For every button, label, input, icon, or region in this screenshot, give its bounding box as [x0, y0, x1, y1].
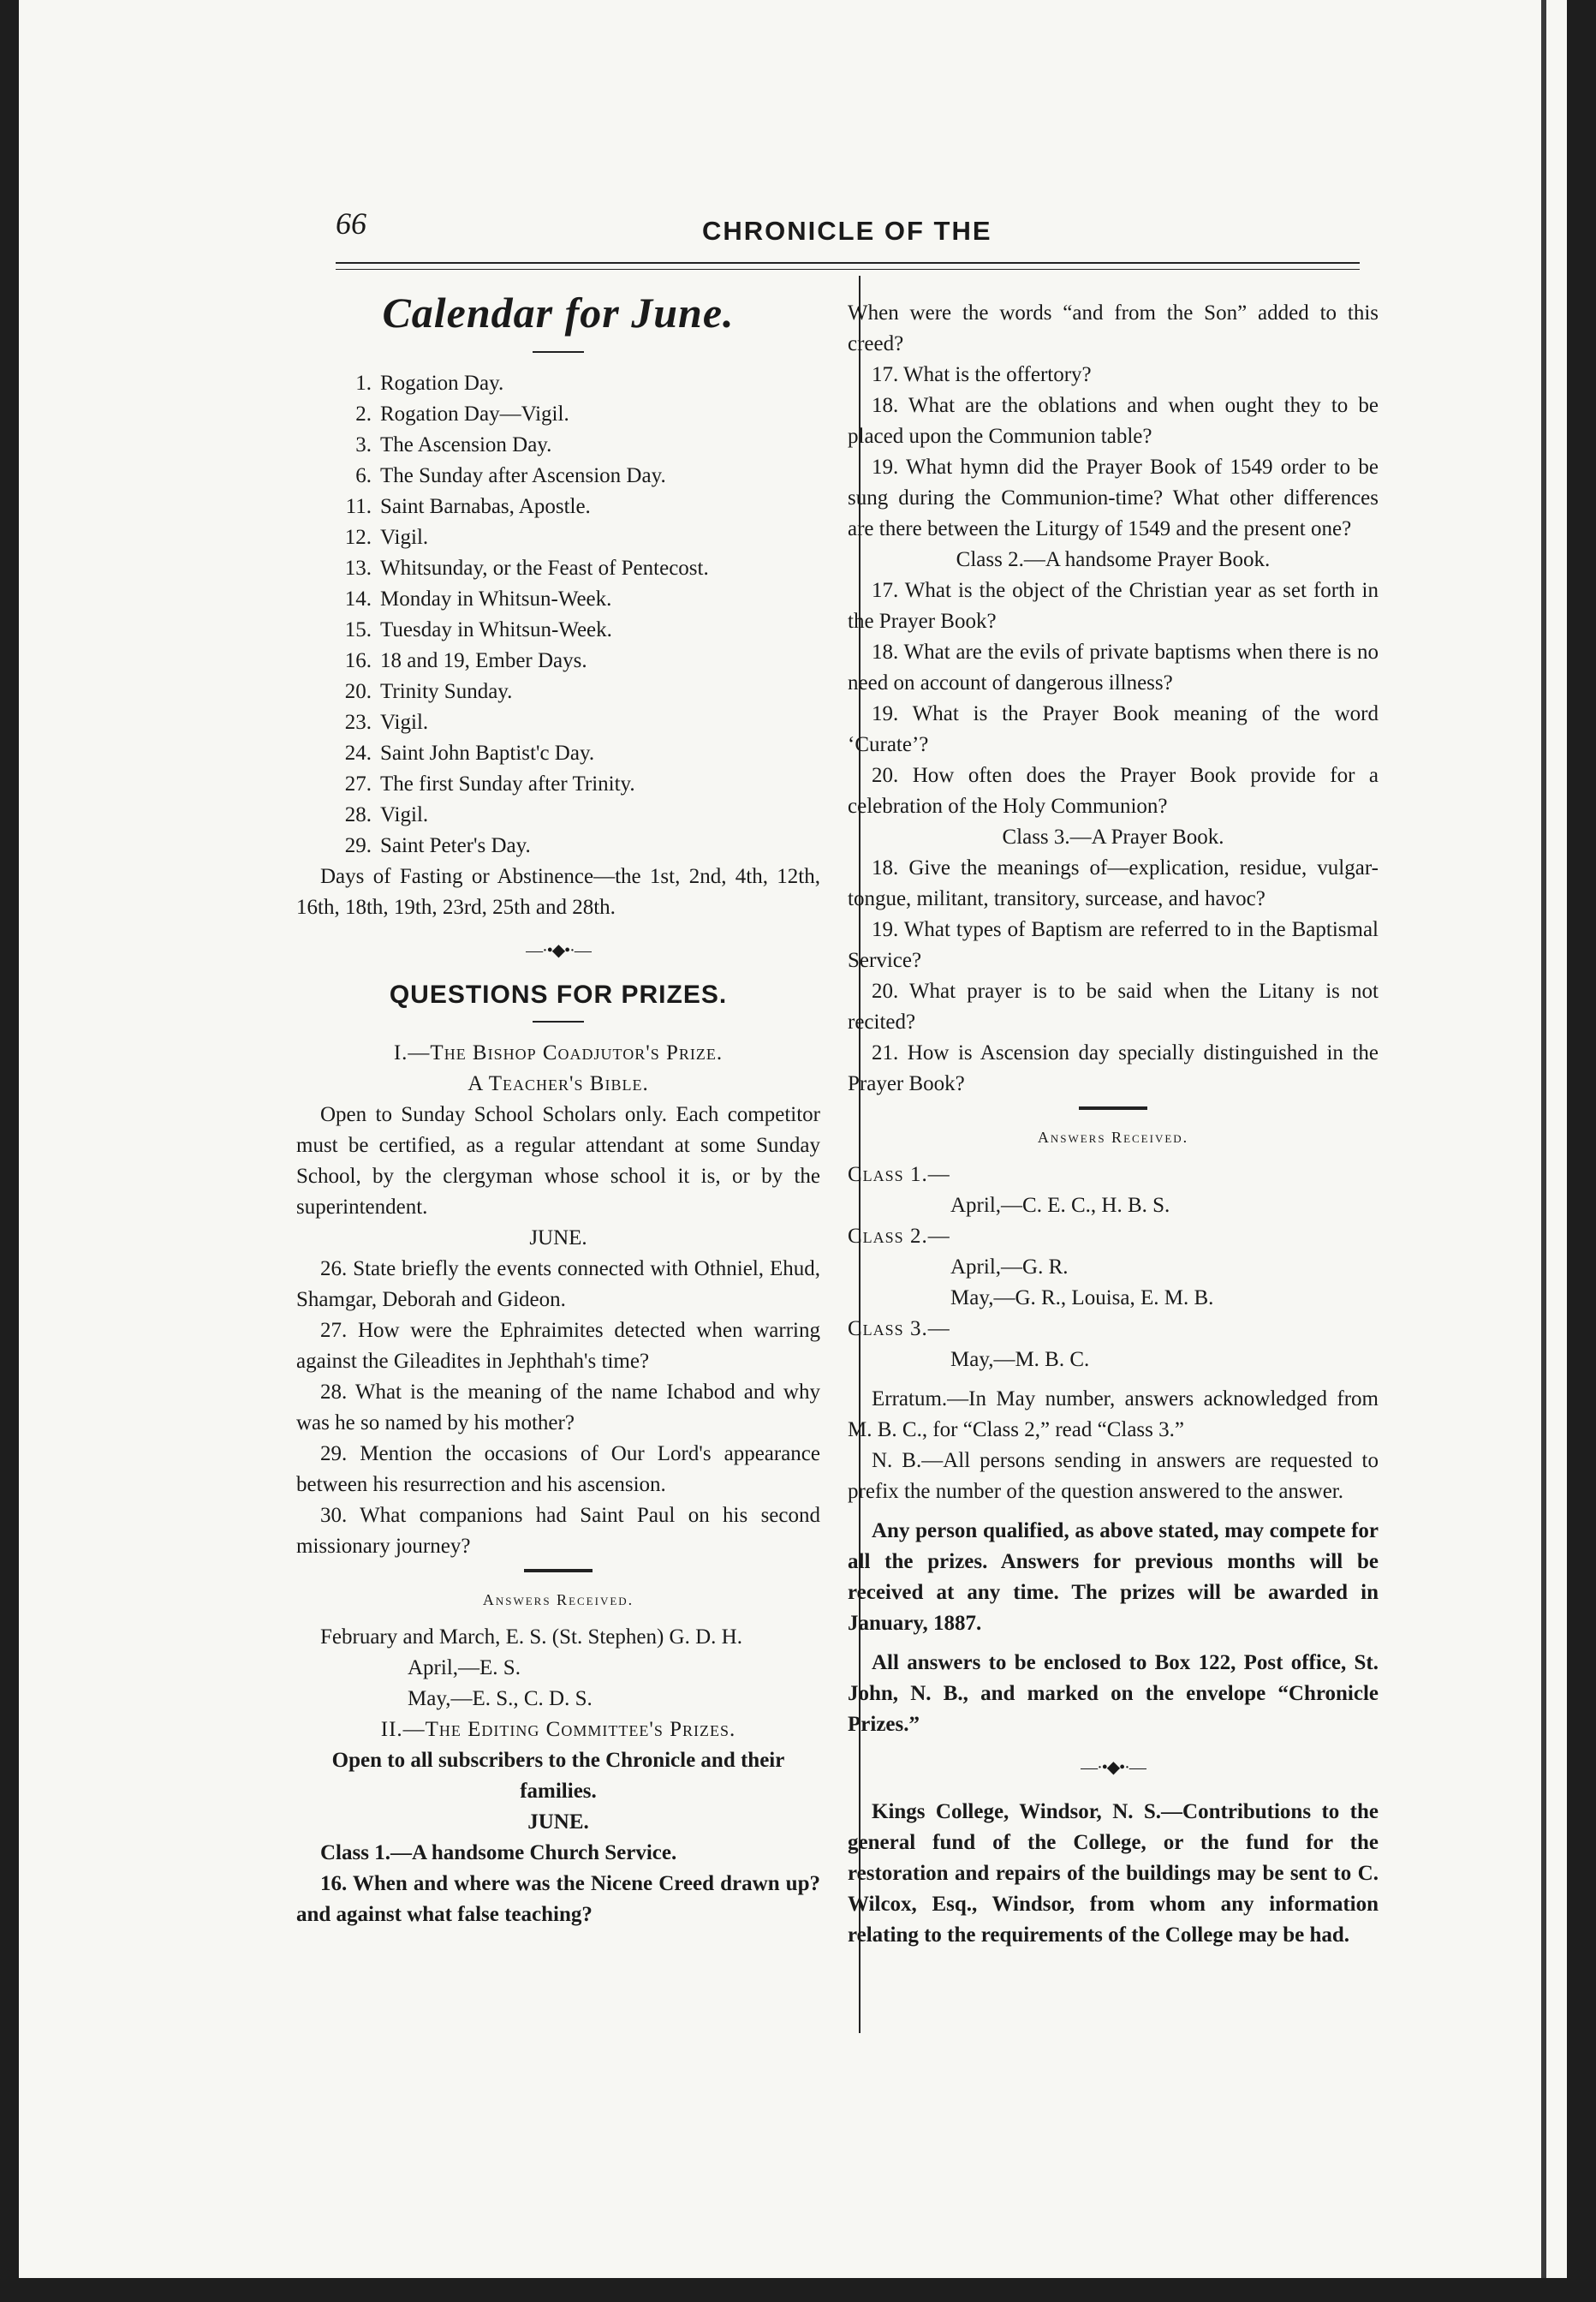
calendar-day-number: 27. [344, 772, 372, 796]
class2-heading: Class 2.—A handsome Prayer Book. [956, 548, 1271, 571]
left-column [296, 283, 820, 1930]
calendar-day-text: Saint Barnabas, Apostle. [380, 495, 591, 518]
calendar-item [331, 677, 820, 707]
question-item: 18. What are the evils of private baptisms when there is no need on account of dangerous illness? [848, 641, 1379, 695]
calendar-item [331, 492, 820, 522]
answers-rule [1079, 1106, 1147, 1110]
prize-eligibility-note: Any person qualified, as above stated, may compete for all the prizes. Answers for previous months will be received at any time. The prizes will be awarded in January, 1887. [848, 1519, 1379, 1635]
ornament-divider: —·•◆•·— [1081, 1758, 1146, 1777]
question-item: 17. What is the offertory? [872, 363, 1092, 386]
ornament-divider: —·•◆•·— [526, 941, 591, 960]
answers-rule [524, 1569, 593, 1572]
calendar-day-number: 28. [344, 803, 372, 826]
calendar-item [331, 738, 820, 769]
class3-question-list [848, 853, 1379, 1100]
calendar-day-text: Vigil. [380, 526, 429, 549]
class1-question-list [848, 360, 1379, 545]
calendar-day-number: 29. [344, 834, 372, 857]
calendar-day-number: 13. [344, 557, 372, 580]
editing-prize-heading: II.—The Editing Committee's Prizes. [380, 1718, 736, 1741]
editing-prize-eligibility: Open to all subscribers to the Chronicle and their families. [331, 1749, 785, 1803]
answer-line: May,—G. R., Louisa, E. M. B. [950, 1286, 1214, 1309]
question-item: 18. Give the meanings of—explication, residue, vulgar-tongue, militant, transitory, surcease, and havoc? [848, 856, 1379, 910]
kings-college-notice: Kings College, Windsor, N. S.—Contributions to the general fund of the College, or the fund for the restoration and repairs of the buildings may be sent to C. Wilcox, Esq., Windsor, from whom any information relating to the requirements of the College may be had. [848, 1800, 1379, 1947]
answer-line: April,—E. S. [408, 1656, 521, 1679]
month-heading: JUNE. [527, 1810, 589, 1834]
erratum-note: Erratum.—In May number, answers acknowledged from M. B. C., for “Class 2,” read “Class 3.” [848, 1387, 1379, 1441]
calendar-item [331, 430, 820, 461]
calendar-list [296, 368, 820, 862]
bishop-prize-heading: I.—The Bishop Coadjutor's Prize. [393, 1041, 724, 1065]
questions-title: QUESTIONS FOR PRIZES. [389, 981, 728, 1009]
calendar-day-text: 18 and 19, Ember Days. [380, 649, 587, 672]
answer-class-label: Class 3.— [848, 1317, 950, 1340]
calendar-day-text: Rogation Day. [380, 372, 504, 395]
header-rule-thin [336, 269, 1360, 270]
right-column [848, 298, 1379, 1951]
calendar-day-text: Saint Peter's Day. [380, 834, 531, 857]
calendar-title: Calendar for June. [382, 289, 735, 337]
calendar-day-number: 3. [355, 433, 372, 456]
calendar-day-text: The Sunday after Ascension Day. [380, 464, 666, 487]
answer-line: April,—C. E. C., H. B. S. [950, 1194, 1170, 1217]
answer-line: April,—G. R. [950, 1255, 1069, 1279]
page-edge [1541, 0, 1546, 2278]
page-number: 66 [336, 206, 366, 241]
calendar-day-number: 6. [355, 464, 372, 487]
calendar-day-text: Vigil. [380, 711, 429, 734]
running-title: CHRONICLE OF THE [702, 216, 992, 246]
question-continuation: When were the words “and from the Son” added to this creed? [848, 301, 1379, 355]
question-item: 30. What companions had Saint Paul on his second missionary journey? [296, 1504, 820, 1558]
calendar-day-text: Monday in Whitsun-Week. [380, 587, 612, 611]
calendar-item [331, 769, 820, 800]
title-rule [533, 351, 584, 353]
month-heading: JUNE. [529, 1226, 587, 1249]
class3-heading: Class 3.—A Prayer Book. [1002, 826, 1224, 849]
calendar-item [331, 522, 820, 553]
fasting-days: Days of Fasting or Abstinence—the 1st, 2nd, 4th, 12th, 16th, 18th, 19th, 23rd, 25th and 28th. [296, 865, 820, 919]
question-item: 19. What hymn did the Prayer Book of 1549 order to be sung during the Communion-time? What other differences are there between the Liturgy of 1549 and the present one? [848, 456, 1379, 540]
calendar-item [331, 368, 820, 399]
nb-note: N. B.—All persons sending in answers are requested to prefix the number of the question answered to the answer. [848, 1449, 1379, 1503]
answer-class-label: Class 1.— [848, 1163, 950, 1186]
question-item: 19. What is the Prayer Book meaning of the word ‘Curate’? [848, 702, 1379, 756]
calendar-day-text: Tuesday in Whitsun-Week. [380, 618, 612, 641]
calendar-item [331, 615, 820, 646]
calendar-item [331, 800, 820, 831]
calendar-day-number: 16. [344, 649, 372, 672]
calendar-day-text: Rogation Day—Vigil. [380, 403, 569, 426]
calendar-day-text: The first Sunday after Trinity. [380, 772, 635, 796]
answers-list [848, 1160, 1379, 1375]
calendar-item [331, 831, 820, 862]
mailing-instructions: All answers to be enclosed to Box 122, Post office, St. John, N. B., and marked on the envelope “Chronicle Prizes.” [848, 1651, 1379, 1736]
question-item: 29. Mention the occasions of Our Lord's appearance between his resurrection and his ascension. [296, 1442, 820, 1496]
question-item: 28. What is the meaning of the name Ichabod and why was he so named by his mother? [296, 1381, 820, 1434]
calendar-day-text: Trinity Sunday. [380, 680, 513, 703]
answer-line: May,—M. B. C. [950, 1348, 1090, 1371]
calendar-item [331, 584, 820, 615]
question-item: 21. How is Ascension day specially distinguished in the Prayer Book? [848, 1041, 1379, 1095]
header-rule [336, 262, 1360, 264]
answer-class-label: Class 2.— [848, 1225, 950, 1248]
answers-received-heading: Answers Received. [1037, 1129, 1189, 1146]
calendar-day-number: 24. [344, 742, 372, 765]
question-item: 16. When and where was the Nicene Creed drawn up? and against what false teaching? [296, 1872, 820, 1926]
question-item: 17. What is the object of the Christian year as set forth in the Prayer Book? [848, 579, 1379, 633]
calendar-day-text: Saint John Baptist'c Day. [380, 742, 595, 765]
calendar-day-text: Vigil. [380, 803, 429, 826]
calendar-day-number: 14. [344, 587, 372, 611]
calendar-item [331, 707, 820, 738]
answers-received-heading: Answers Received. [482, 1591, 634, 1608]
calendar-day-number: 15. [344, 618, 372, 641]
calendar-day-number: 23. [344, 711, 372, 734]
calendar-item [331, 461, 820, 492]
question-list [296, 1254, 820, 1562]
calendar-day-number: 1. [355, 372, 372, 395]
class1-heading: Class 1.—A handsome Church Service. [320, 1841, 677, 1864]
bishop-prize-eligibility: Open to Sunday School Scholars only. Each competitor must be certified, as a regular attendant at some Sunday School, by the clergyman whose school it is, or by the superintendent. [296, 1103, 820, 1219]
calendar-day-number: 2. [355, 403, 372, 426]
answer-line: February and March, E. S. (St. Stephen) G. D. H. [320, 1625, 742, 1649]
question-item: 20. How often does the Prayer Book provide for a celebration of the Holy Communion? [848, 764, 1379, 818]
question-item: 19. What types of Baptism are referred to in the Baptismal Service? [848, 918, 1379, 972]
calendar-item [331, 399, 820, 430]
calendar-day-text: Whitsunday, or the Feast of Pentecost. [380, 557, 709, 580]
question-item: 27. How were the Ephraimites detected when warring against the Gileadites in Jephthah's time? [296, 1319, 820, 1373]
section-rule [533, 1021, 584, 1023]
answer-line: May,—E. S., C. D. S. [408, 1687, 593, 1710]
calendar-day-text: The Ascension Day. [380, 433, 552, 456]
question-item: 20. What prayer is to be said when the Litany is not recited? [848, 980, 1379, 1034]
calendar-day-number: 20. [344, 680, 372, 703]
class2-question-list [848, 576, 1379, 822]
bishop-prize-subheading: A Teacher's Bible. [467, 1072, 649, 1095]
question-item: 26. State briefly the events connected with Othniel, Ehud, Shamgar, Deborah and Gideon. [296, 1257, 820, 1311]
calendar-item [331, 646, 820, 677]
calendar-day-number: 11. [345, 495, 372, 518]
calendar-item [331, 553, 820, 584]
question-item: 18. What are the oblations and when ought they to be placed upon the Communion table? [848, 394, 1379, 448]
calendar-day-number: 12. [344, 526, 372, 549]
